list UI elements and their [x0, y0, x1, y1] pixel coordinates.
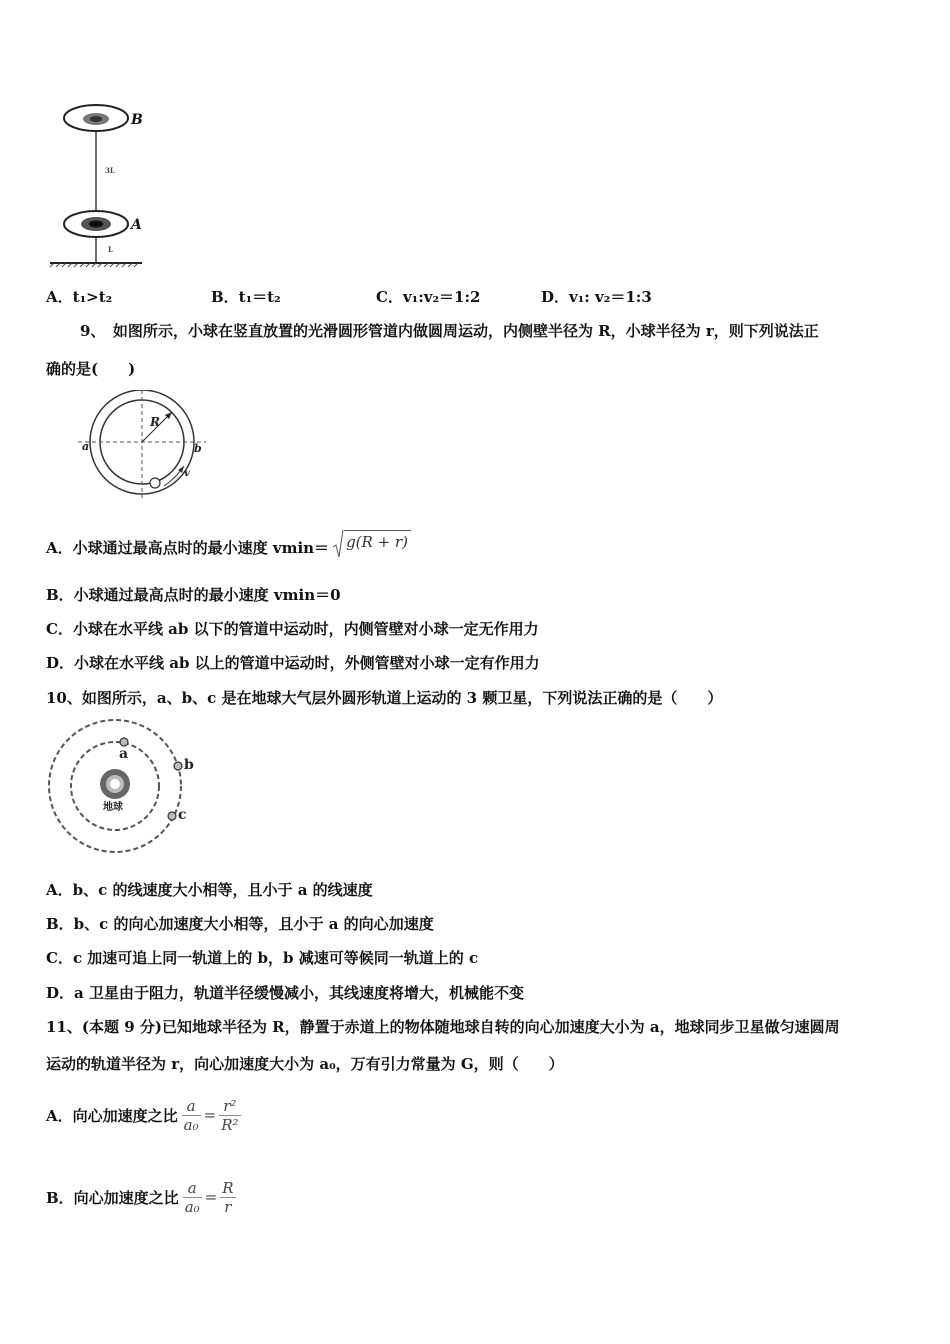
- q9-option-a: A．小球通过最高点时的最小速度 vmin＝: [46, 539, 330, 557]
- q10-option-c: C．c 加速可追上同一轨道上的 b，b 减速可等候同一轨道上的 c: [46, 949, 479, 967]
- label-v: v: [184, 468, 190, 479]
- q11-option-b: B．向心加速度之比: [46, 1188, 179, 1207]
- label-R: R: [150, 415, 160, 429]
- q11-stem-line1: 11、(本题 9 分)已知地球半径为 R，静置于赤道上的物体随地球自转的向心加速度大小为 a，地球同步卫星做匀速圆周: [46, 1018, 840, 1036]
- label-3l: 3L: [105, 166, 115, 175]
- q10-option-d: D．a 卫星由于阻力，轨道半径缓慢减小，其线速度将增大，机械能不变: [46, 984, 524, 1002]
- label-c: c: [178, 807, 187, 823]
- q8-figure: [45, 95, 155, 270]
- equals-sign: =: [204, 1188, 218, 1206]
- q9-option-a-row: [46, 533, 411, 558]
- sqrt-expression: [332, 533, 411, 558]
- q11-stem-line2: 运动的轨道半径为 r，向心加速度大小为 a₀，万有引力常量为 G，则（ ）: [46, 1055, 564, 1073]
- q8-option-b: B．t₁＝t₂: [211, 288, 281, 306]
- ring-magnets-diagram: [45, 95, 155, 270]
- equals-sign: =: [203, 1106, 217, 1124]
- fraction-R-over-r: [220, 1179, 235, 1216]
- q8-option-c: C．v₁:v₂＝1:2: [376, 288, 481, 306]
- frac-den: a₀: [183, 1115, 199, 1134]
- q9-stem-line2: 确的是( ): [46, 360, 136, 378]
- q10-option-b: B．b、c 的向心加速度大小相等，且小于 a 的向心加速度: [46, 915, 434, 933]
- label-a: a: [82, 440, 90, 453]
- frac-num: a: [183, 1179, 202, 1198]
- circular-tube-diagram: [78, 390, 208, 500]
- frac-num: r²: [219, 1097, 240, 1116]
- frac-den: a₀: [184, 1197, 200, 1216]
- fraction-r2-over-R2: [219, 1097, 240, 1134]
- q9-option-b: B．小球通过最高点时的最小速度 vmin＝0: [46, 586, 341, 604]
- frac-den: r: [224, 1197, 232, 1216]
- q9-option-d: D．小球在水平线 ab 以上的管道中运动时，外侧管壁对小球一定有作用力: [46, 654, 540, 672]
- frac-den: R²: [221, 1115, 239, 1134]
- label-a: A: [131, 217, 142, 233]
- q10-figure: [46, 718, 196, 856]
- q11-option-b-row: [46, 1172, 236, 1222]
- label-l: L: [108, 245, 113, 254]
- q10-stem: 10、如图所示，a、b、c 是在地球大气层外圆形轨道上运动的 3 颗卫星，下列说法正确的是（ ）: [46, 689, 723, 707]
- q9-option-c: C．小球在水平线 ab 以下的管道中运动时，内侧管壁对小球一定无作用力: [46, 620, 539, 638]
- satellite-c: [168, 812, 176, 820]
- q10-option-a: A．b、c 的线速度大小相等，且小于 a 的线速度: [46, 881, 373, 899]
- frac-num: a: [182, 1097, 201, 1116]
- label-a: a: [119, 746, 129, 762]
- label-b: b: [194, 442, 202, 455]
- label-b: B: [131, 112, 143, 128]
- satellite-a: [120, 738, 128, 746]
- fraction-a-over-a0: [183, 1179, 202, 1216]
- label-b: b: [184, 757, 194, 773]
- fraction-a-over-a0: [182, 1097, 201, 1134]
- q11-option-a-row: [46, 1090, 241, 1140]
- label-earth: 地球: [103, 802, 123, 813]
- q8-option-a: A．t₁>t₂: [46, 288, 113, 306]
- sqrt-radicand: g(R + r): [344, 530, 411, 551]
- frac-num: R: [222, 1178, 234, 1197]
- q11-option-a: A．向心加速度之比: [46, 1106, 178, 1125]
- satellite-orbits-diagram: [46, 718, 196, 856]
- q9-figure: [78, 390, 208, 500]
- q9-stem-line1: 9、 如图所示，小球在竖直放置的光滑圆形管道内做圆周运动，内侧壁半径为 R，小球半径为 r，则下列说法正: [80, 322, 819, 340]
- radical-sign-icon: [332, 529, 344, 559]
- q8-options: [0, 286, 950, 306]
- q8-option-d: D．v₁: v₂＝1:3: [541, 288, 652, 306]
- satellite-b: [174, 762, 182, 770]
